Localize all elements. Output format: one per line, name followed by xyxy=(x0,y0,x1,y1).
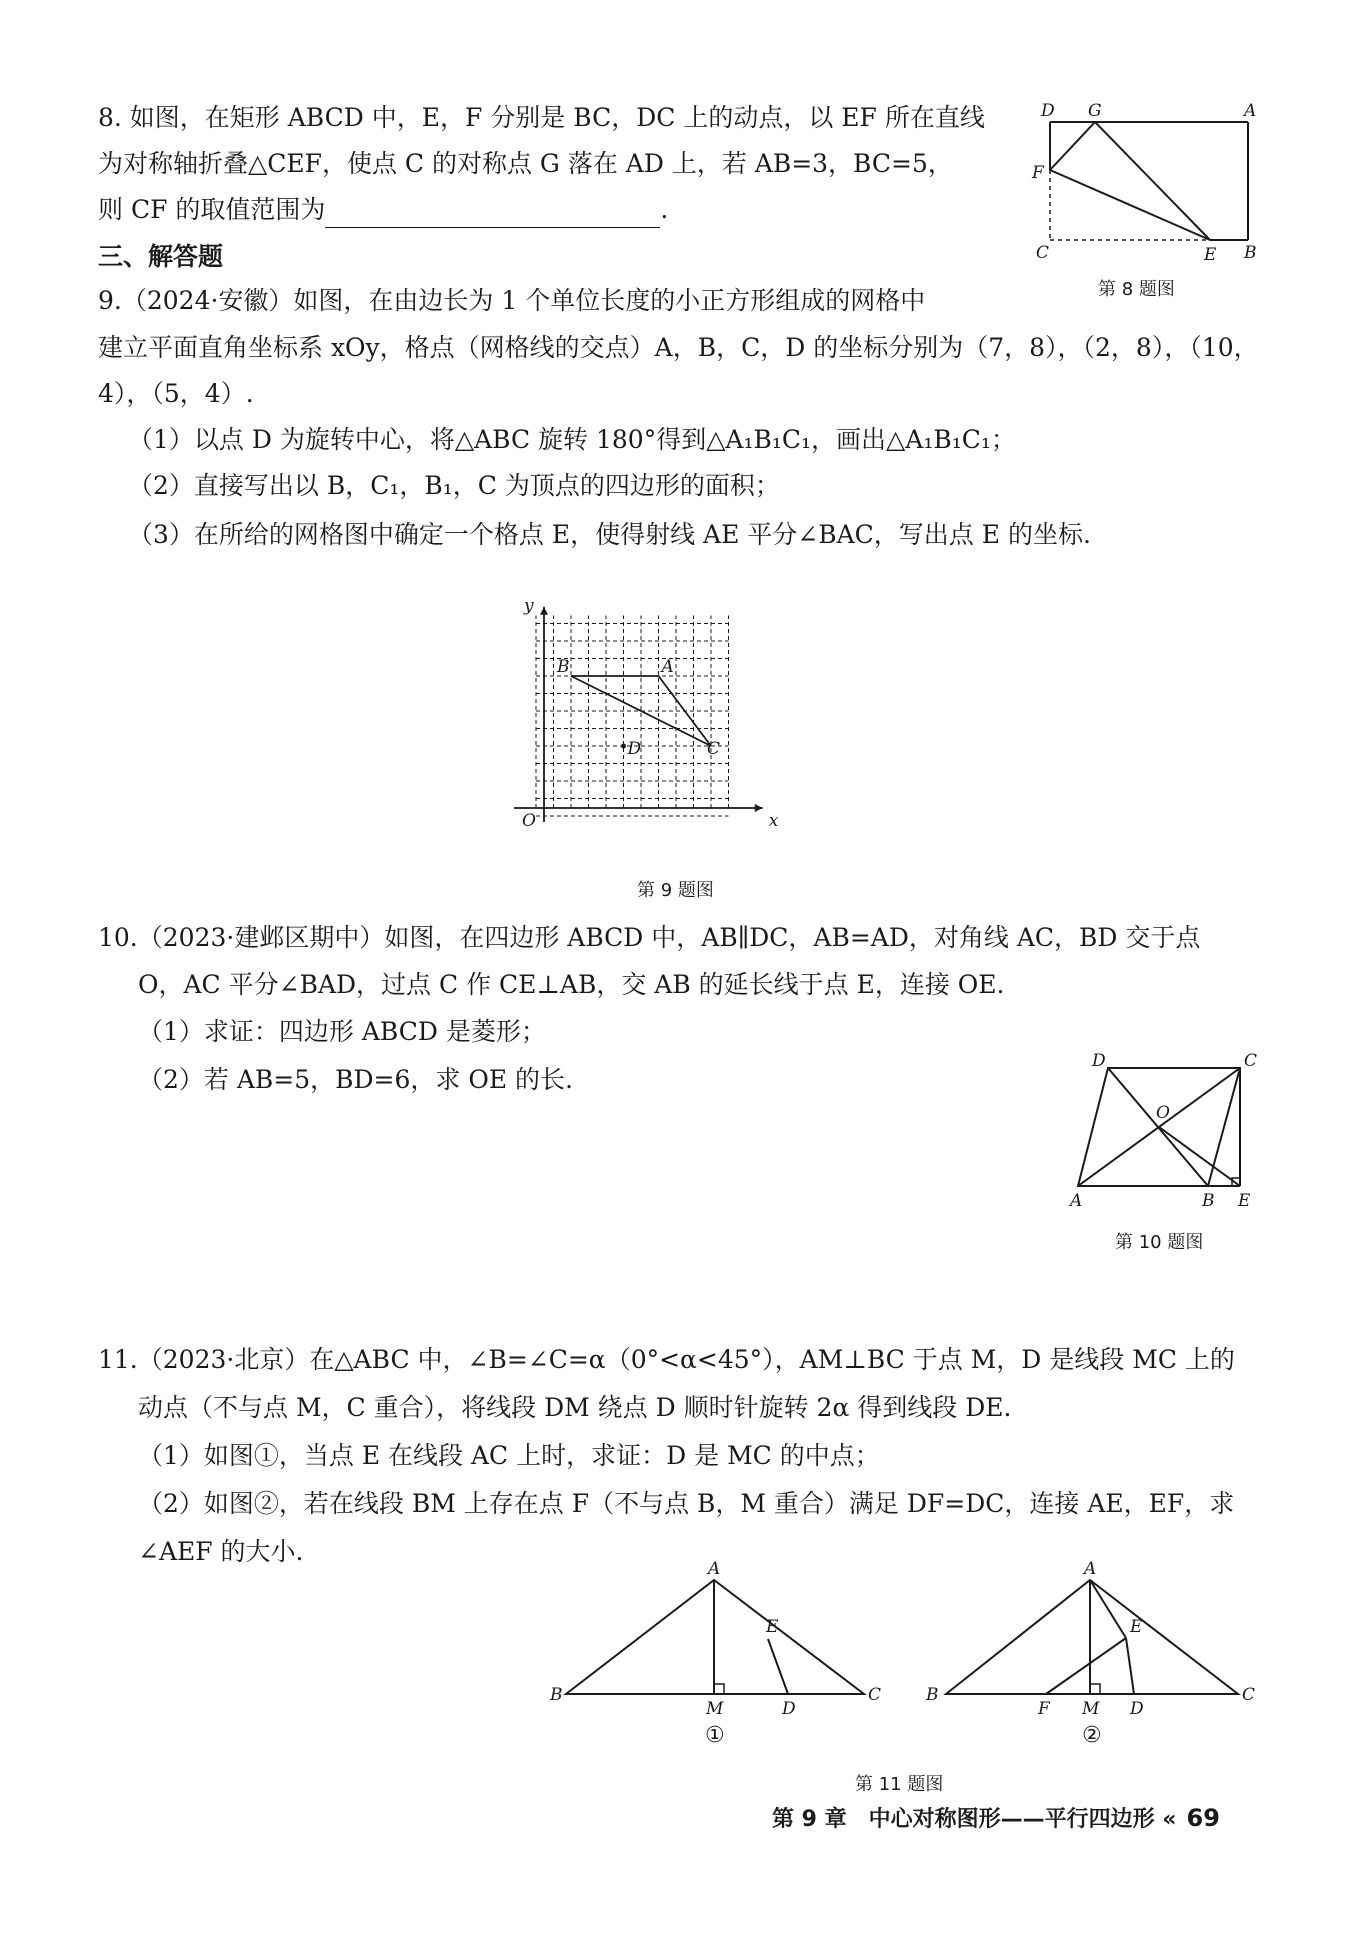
q9-line3: 4），（5，4）. xyxy=(98,379,254,408)
q11f2-seg-AE xyxy=(1090,1580,1126,1638)
q8-line3-suffix: . xyxy=(660,195,669,224)
q9-line2: 建立平面直角坐标系 xOy，格点（网格线的交点）A，B，C，D 的坐标分别为（7，8），（2，8），（10， xyxy=(98,333,1259,362)
q10-label-A: A xyxy=(1070,1191,1083,1211)
q10-label-O: O xyxy=(1156,1103,1170,1123)
q11-part2b: ∠AEF 的大小. xyxy=(138,1537,304,1566)
q11-line1: 11.（2023·北京）在△ABC 中，∠B=∠C=α（0°<α<45°），AM⊥BC 于点 M，D 是线段 MC 上的 xyxy=(98,1345,1235,1374)
q11f2-label-A: A xyxy=(1084,1559,1097,1579)
q8-label-G: G xyxy=(1088,101,1102,121)
q11f2-seg-EF xyxy=(1046,1638,1126,1694)
q11f1-label-A: A xyxy=(708,1559,721,1579)
q9-part3: （3）在所给的网格图中确定一个格点 E，使得射线 AE 平分∠BAC，写出点 E 的坐标. xyxy=(128,520,1091,549)
q8-caption: 第 8 题图 xyxy=(1098,279,1175,300)
q8-line1: 8. 如图，在矩形 ABCD 中，E，F 分别是 BC，DC 上的动点，以 EF 所在直线 xyxy=(98,103,985,132)
q10-label-E: E xyxy=(1238,1191,1251,1211)
q10-caption: 第 10 题图 xyxy=(1115,1232,1204,1253)
q9-label-A: A xyxy=(661,657,674,677)
q11-figure-2 xyxy=(920,1560,1260,1730)
q9-seg-AC xyxy=(659,676,712,746)
section-heading: 三、解答题 xyxy=(98,242,224,271)
q11f2-label-F: F xyxy=(1038,1699,1050,1719)
q11f2-label-M: M xyxy=(1082,1699,1100,1719)
q11f2-right-angle-mark xyxy=(1090,1684,1100,1694)
q11f2-label-E: E xyxy=(1130,1617,1143,1637)
q9-x-arrow xyxy=(755,804,763,812)
q11-fig2-number: ② xyxy=(1082,1723,1102,1748)
q11f1-right-angle-mark xyxy=(714,1684,724,1694)
q11f1-label-C: C xyxy=(868,1685,882,1705)
q11f2-label-D: D xyxy=(1130,1699,1144,1719)
q8-seg-FE xyxy=(1050,170,1210,240)
q9-line1: 9.（2024·安徽）如图，在由边长为 1 个单位长度的小正方形组成的网格中 xyxy=(98,286,926,315)
q8-line2: 为对称轴折叠△CEF，使点 C 的对称点 G 落在 AD 上，若 AB=3，BC=5， xyxy=(98,149,953,178)
q10-part1: （1）求证：四边形 ABCD 是菱形； xyxy=(138,1017,546,1046)
q10-label-B: B xyxy=(1202,1191,1215,1211)
q11f1-label-B: B xyxy=(550,1685,563,1705)
q11f1-label-E: E xyxy=(766,1617,779,1637)
q11-line2: 动点（不与点 M，C 重合），将线段 DM 绕点 D 顺时针旋转 2α 得到线段 DE. xyxy=(138,1393,1012,1422)
q11-fig1-number: ① xyxy=(705,1723,725,1748)
q9-y-arrow xyxy=(540,607,548,615)
q11f1-seg-DE xyxy=(768,1639,788,1694)
q8-line3 xyxy=(98,192,668,228)
q8-seg-GE xyxy=(1095,122,1210,240)
q10-line1: 10.（2023·建邺区期中）如图，在四边形 ABCD 中，AB∥DC，AB=AD，对角线 AC，BD 交于点 xyxy=(98,923,1201,952)
footer-chapter: 第 9 章 中心对称图形——平行四边形 « xyxy=(772,1807,1177,1832)
q9-label-y: y xyxy=(524,595,534,616)
q8-line3-prefix: 则 CF 的取值范围为 xyxy=(98,195,326,224)
q11-figure-1 xyxy=(548,1560,888,1730)
q9-label-B: B xyxy=(557,657,570,677)
q8-label-D: D xyxy=(1041,101,1055,121)
q10-label-D: D xyxy=(1092,1051,1106,1071)
q11-caption: 第 11 题图 xyxy=(855,1774,944,1795)
q8-label-C: C xyxy=(1036,243,1050,263)
q9-label-D: D xyxy=(627,739,642,759)
q8-label-E: E xyxy=(1204,245,1217,265)
q9-caption: 第 9 题图 xyxy=(637,880,714,901)
q11f2-seg-DE xyxy=(1126,1638,1134,1694)
q10-diag-BD xyxy=(1108,1068,1208,1186)
q11f2-label-B: B xyxy=(926,1685,939,1705)
q9-part1: （1）以点 D 为旋转中心，将△ABC 旋转 180°得到△A₁B₁C₁，画出△A₁B₁C₁； xyxy=(128,425,1016,454)
q10-part2: （2）若 AB=5，BD=6，求 OE 的长. xyxy=(138,1065,573,1094)
q10-line2: O，AC 平分∠BAD，过点 C 作 CE⊥AB，交 AB 的延长线于点 E，连接 OE. xyxy=(138,970,1005,999)
q8-label-A: A xyxy=(1244,101,1257,121)
q8-seg-GF xyxy=(1050,122,1095,170)
q9-label-C: C xyxy=(707,739,721,759)
q8-label-F: F xyxy=(1032,163,1044,183)
q9-label-O: O xyxy=(522,811,536,831)
q11f1-label-D: D xyxy=(782,1699,796,1719)
q11-part2: （2）如图②，若在线段 BM 上存在点 F（不与点 B，M 重合）满足 DF=DC，连接 AE，EF，求 xyxy=(138,1489,1235,1518)
q11f2-triangle-ABC xyxy=(946,1580,1238,1694)
q8-figure xyxy=(1020,100,1270,280)
q9-point-D xyxy=(621,744,626,749)
q9-part2: （2）直接写出以 B，C₁，B₁，C 为顶点的四边形的面积； xyxy=(128,471,780,500)
q9-label-x: x xyxy=(768,811,779,831)
q8-answer-blank xyxy=(325,201,660,228)
q11f2-label-C: C xyxy=(1242,1685,1256,1705)
page-number: 69 xyxy=(1186,1804,1220,1832)
q11f1-label-M: M xyxy=(706,1699,724,1719)
q10-label-C: C xyxy=(1244,1051,1258,1071)
q10-figure xyxy=(1060,1048,1280,1228)
q9-grid-figure xyxy=(508,578,848,848)
page-footer xyxy=(772,1802,1220,1833)
q11-part1: （1）如图①，当点 E 在线段 AC 上时，求证：D 是 MC 的中点； xyxy=(138,1441,880,1470)
q8-label-B: B xyxy=(1244,243,1257,263)
